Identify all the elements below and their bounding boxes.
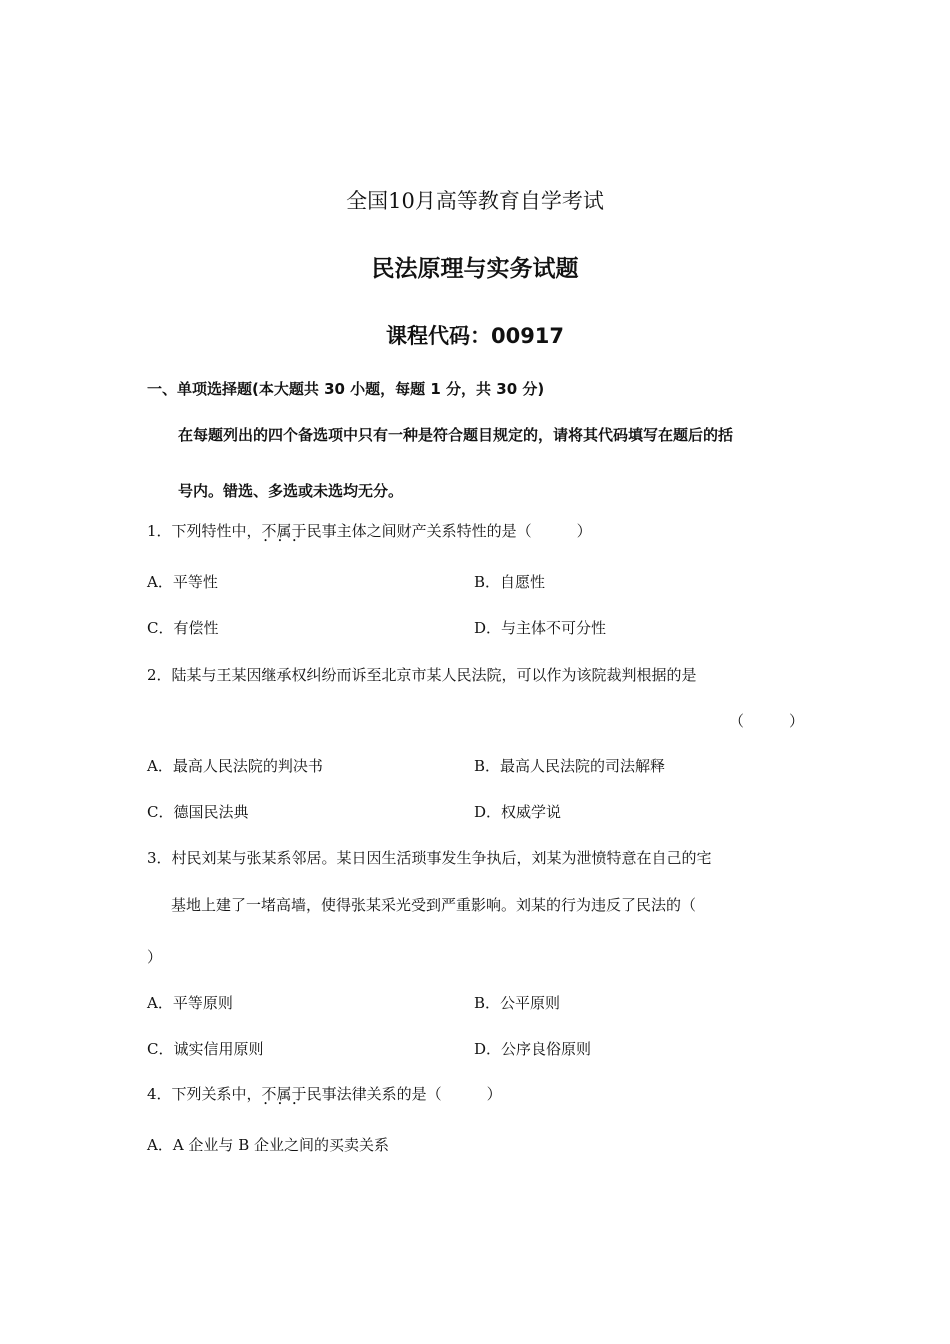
question-1-emphasis: 不属于 • • • [262,522,307,540]
section-instructions-line1: 在每题列出的四个备选项中只有一种是符合题目规定的，请将其代码填写在题后的括 [178,426,734,444]
question-3-option-b: B．公平原则 [474,994,561,1012]
question-1-option-c: C．有偿性 [147,619,219,637]
question-2-option-c: C．德国民法典 [147,803,249,821]
question-4-emphasis: 不属于 • • • [262,1085,307,1103]
question-1-option-b: B．自愿性 [474,573,546,591]
question-2-option-b: B．最高人民法院的司法解释 [474,757,666,775]
question-3-option-a: A．平等原则 [147,994,233,1012]
question-3-option-d: D．公序良俗原则 [474,1040,592,1058]
question-3-stem-line1: 3．村民刘某与张某系邻居。某日因生活琐事发生争执后，刘某为泄愤特意在自己的宅 [147,849,712,867]
question-4-stem-part1: 4．下列关系中， [147,1085,262,1103]
subject-title: 民法原理与实务试题 [371,256,579,282]
course-code: 课程代码：00917 [385,324,565,348]
section-heading: 一、单项选择题(本大题共 30 小题，每题 1 分，共 30 分) [147,380,545,398]
question-3-stem-line2: 基地上建了一堵高墙，使得张某采光受到严重影响。刘某的行为违反了民法的（ [171,896,697,914]
section-instructions-line2: 号内。错选、多选或未选均无分。 [178,482,404,500]
question-1-option-d: D．与主体不可分性 [474,619,607,637]
question-3-stem-line3: ） [147,948,163,966]
question-1-stem-part1: 1．下列特性中， [147,522,262,540]
question-4-stem-part2: 民事法律关系的是（ ） [306,1085,502,1103]
question-1-stem-part2: 民事主体之间财产关系特性的是（ ） [306,522,592,540]
question-4-stem [147,1083,502,1104]
question-4-option-a: A．A 企业与 B 企业之间的买卖关系 [147,1136,389,1154]
question-2-answer-bracket: （ ） [729,712,805,730]
question-2-stem: 2．陆某与王某因继承权纠纷而诉至北京市某人民法院，可以作为该院裁判根据的是 [147,666,697,684]
question-1-stem [147,520,592,541]
question-3-option-c: C．诚实信用原则 [147,1040,264,1058]
exam-title: 全国10月高等教育自学考试 [346,189,604,213]
question-2-option-a: A．最高人民法院的判决书 [147,757,323,775]
question-2-option-d: D．权威学说 [474,803,562,821]
question-1-option-a: A．平等性 [147,573,218,591]
